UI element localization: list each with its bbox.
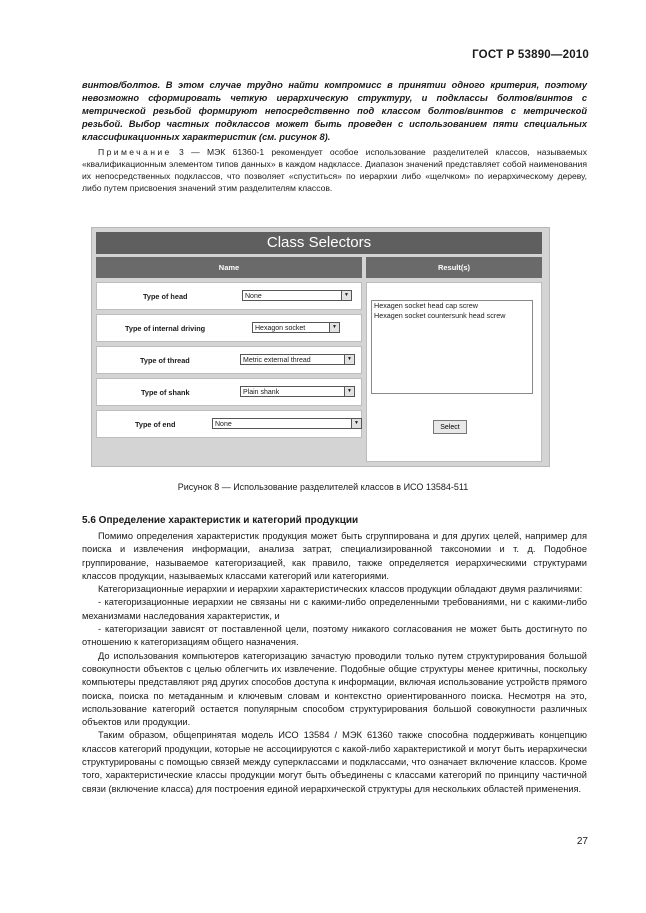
select-value: None <box>245 293 262 300</box>
selector-label: Type of head <box>143 292 188 301</box>
standard-header: ГОСТ Р 53890—2010 <box>472 49 589 61</box>
note-label: Примечание <box>98 147 172 157</box>
selector-label: Type of shank <box>141 388 190 397</box>
select-button[interactable]: Select <box>433 420 467 434</box>
end-type-select[interactable] <box>212 418 362 429</box>
intro-paragraph: винтов/болтов. В этом случае трудно найти компромисс в принятии одного критерия, поэтому невозможно сформировать четкую иерархическую структуру, и подклассы болтов/винтов с метрической резьбой формируют непосредственно под классом болтов/винтов с метрической резьбой. Выбор частных подклассов может быть проведен с использованием пяти специальных классификационных характеристик (см. рисунок 8). <box>82 80 587 142</box>
selector-row-shank <box>96 378 362 406</box>
column-header-results: Result(s) <box>366 257 542 278</box>
body-paragraph: Категоризационные иерархии и иерархии характеристических классов продукции обладают двумя различиями: <box>98 584 583 595</box>
note-text: 3 — МЭК 61360-1 рекомендует особое использование разделителей классов, называемых «квалификационным элементом типов данных» в каждом надклассе. Диапазон значений представляет собой наименования их непосредственных подклассов, что позволяет «спуститься» по иерархии либо «щелчком» по иерархическому дереву, либо путем присвоения значений этим разделителям классов. <box>82 147 587 193</box>
selector-row-internal-driving <box>96 314 362 342</box>
section-body <box>82 530 587 796</box>
result-item[interactable]: Hexagen socket head cap screw <box>374 301 478 310</box>
body-paragraph: - категоризации зависят от поставленной цели, поэтому никакого согласования не может быть достигнуто по отношению к категоризациям общего назначения. <box>82 624 587 648</box>
select-value: Metric external thread <box>243 357 311 364</box>
internal-driving-select[interactable] <box>252 322 340 333</box>
dropdown-arrow-icon[interactable]: ▼ <box>329 323 339 332</box>
dropdown-arrow-icon[interactable]: ▼ <box>344 387 354 396</box>
body-paragraph: Таким образом, общепринятая модель ИСО 13584 / МЭК 61360 также способна поддерживать концепцию классов категорий продукции, которые не ассоциируются с какой-либо характеристикой и могут быть иерархически структурированы с помощью связей между суперклассами и подклассами, что означает включение классов. Кроме того, характеристические классы продукции могут быть объединены с классами категорий по принципу частичной связи (включение класса) для построения единой иерархической структуры для нескольких областей применения. <box>82 730 587 794</box>
figure-caption: Рисунок 8 — Использование разделителей классов в ИСО 13584-511 <box>177 482 469 492</box>
dropdown-arrow-icon[interactable]: ▼ <box>341 291 351 300</box>
result-item[interactable]: Hexagen socket countersunk head screw <box>374 311 506 320</box>
thread-type-select[interactable] <box>240 354 355 365</box>
column-header-name: Name <box>96 257 362 278</box>
selector-row-end <box>96 410 362 438</box>
head-type-select[interactable] <box>242 290 352 301</box>
select-value: Plain shank <box>243 389 280 396</box>
selector-label: Type of end <box>135 420 176 429</box>
dropdown-arrow-icon[interactable]: ▼ <box>351 419 361 428</box>
body-paragraph: - категоризационные иерархии не связаны ни с какими-либо определенными требованиями, ни с какими-либо механизмами наследования характеристик, и <box>82 597 587 621</box>
body-paragraph: Помимо определения характеристик продукция может быть сгруппирована и для других целей, например для поиска и извлечения информации, анализа затрат, специализированной таксономии и т. д. Подобное группирование, называемое категоризацией, как правило, также определяется иерархическими структурами классов продукции, называемых классами категорий или категориями. <box>82 531 587 581</box>
selector-row-head <box>96 282 362 310</box>
selector-row-thread <box>96 346 362 374</box>
results-panel <box>366 282 542 462</box>
class-selectors-figure <box>91 227 550 467</box>
selector-label: Type of internal driving <box>125 324 206 333</box>
dropdown-arrow-icon[interactable]: ▼ <box>344 355 354 364</box>
selector-label: Type of thread <box>140 356 190 365</box>
select-value: None <box>215 421 232 428</box>
section-title: 5.6 Определение характеристик и категорий продукции <box>82 515 359 526</box>
select-value: Hexagon socket <box>255 325 306 332</box>
shank-type-select[interactable] <box>240 386 355 397</box>
figure-title: Class Selectors <box>96 232 542 254</box>
note-paragraph <box>82 146 587 194</box>
results-listbox[interactable] <box>371 300 533 394</box>
body-paragraph: До использования компьютеров категоризацию зачастую проводили только путем структурирования большой совокупности объектов с целью облегчить их извлечение. Подобные общие структуры менее критичны, поскольку компьютеры представляют ряд других способов доступа к информации, включая использование устройств прямого поиска, поиска по метаданным и ключевым словам и контекстно ориентированного поиска. Несмотря на это, использование категорий остается популярным способом структурирования большой совокупности различных объектов или продукции. <box>82 650 587 728</box>
page-number: 27 <box>576 836 588 847</box>
